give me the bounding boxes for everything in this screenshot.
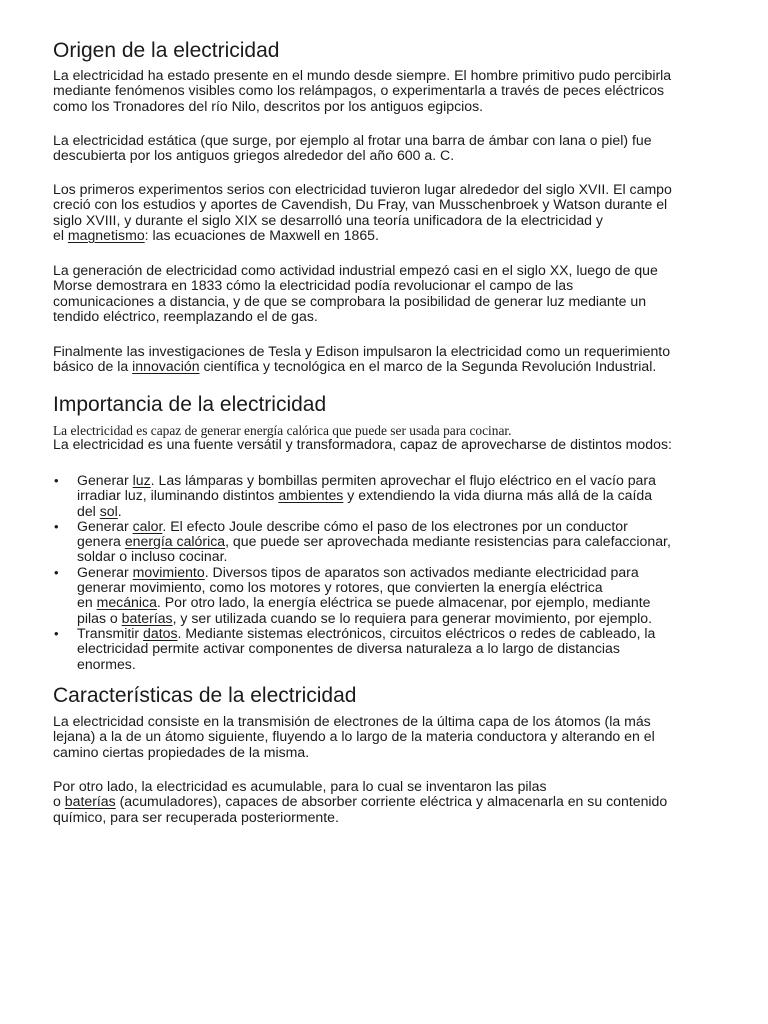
- text-line: químico, para ser recuperada posteriormente.: [53, 808, 339, 825]
- text-line: [53, 228, 733, 243]
- link-baterias[interactable]: baterías: [121, 609, 173, 626]
- paragraph-origen-2: [53, 133, 733, 164]
- link-energia-calorica[interactable]: energía calórica: [124, 533, 226, 550]
- text-line: electricidad permite activar componentes de diversa naturaleza a lo largo de distancias: [77, 640, 620, 657]
- bullet-list-usos: [53, 473, 733, 672]
- text-line: tendido eléctrico, reemplazando el de gas.: [53, 307, 318, 324]
- bullet-icon: •: [54, 625, 59, 641]
- caption-text: La electricidad es capaz de generar energía calórica que puede ser usada para cocinar.: [53, 423, 512, 438]
- text-line: La electricidad consiste en la transmisión de electrones de la última capa de los átomos (la más: [53, 713, 651, 729]
- text-fragment: .: [117, 502, 122, 519]
- text-line: La electricidad ha estado presente en el mundo desde siempre. El hombre primitivo pudo percibirla: [53, 67, 672, 83]
- link-sol[interactable]: sol: [99, 502, 118, 519]
- section-heading-caracteristicas: Características de la electricidad: [53, 684, 357, 707]
- link-calor[interactable]: calor: [132, 517, 163, 534]
- text-line: creció con los estudios y aportes de Cavendish, Du Fray, van Musschenbroek y Watson durante el: [53, 196, 668, 213]
- link-luz[interactable]: luz: [132, 472, 151, 488]
- text-fragment: el: [53, 226, 68, 243]
- text-line: La electricidad estática (que surge, por ejemplo al frotar una barra de ámbar con lana o piel) fue: [53, 132, 652, 148]
- text-fragment: irradiar luz, iluminando distintos: [77, 487, 279, 504]
- paragraph-origen-5: [53, 344, 733, 375]
- text-line: Morse demostrara en 1833 cómo la electricidad podía revolucionar el campo de las: [53, 277, 574, 294]
- list-item: [53, 626, 733, 672]
- link-ambientes[interactable]: ambientes: [278, 487, 344, 504]
- text-fragment: , y ser utilizada cuando se lo requiera para generar movimiento, por ejemplo.: [172, 609, 653, 626]
- paragraph-origen-1: [53, 68, 733, 114]
- text-line: [53, 794, 733, 809]
- link-magnetismo[interactable]: magnetismo: [67, 226, 145, 243]
- paragraph-importancia-intro: [53, 437, 733, 452]
- text-fragment: en: [77, 594, 97, 611]
- text-line: [77, 534, 733, 549]
- link-innovacion[interactable]: innovación: [132, 358, 200, 375]
- text-fragment: o: [53, 793, 65, 810]
- text-fragment: : las ecuaciones de Maxwell en 1865.: [144, 226, 379, 243]
- text-fragment: Transmitir: [77, 624, 144, 641]
- text-fragment: Generar: [77, 517, 133, 534]
- link-mecanica[interactable]: mecánica: [96, 594, 157, 611]
- text-line: [77, 519, 733, 534]
- text-fragment: pilas o: [77, 609, 122, 626]
- text-line: [77, 565, 733, 580]
- text-line: enormes.: [77, 655, 136, 672]
- text-line: Finalmente las investigaciones de Tesla y Edison impulsaron la electricidad como un requerimiento: [53, 343, 671, 359]
- text-line: lejana) a la de un átomo siguiente, fluyendo a lo largo de la materia conductora y alterando en el: [53, 728, 655, 745]
- text-line: comunicaciones a distancia, y de que se comprobara la posibilidad de generar luz mediante un: [53, 292, 647, 309]
- bullet-icon: •: [54, 473, 59, 488]
- text-fragment: científica y tecnológica en el marco de la Segunda Revolución Industrial.: [199, 358, 657, 375]
- link-movimiento[interactable]: movimiento: [132, 563, 205, 580]
- text-line: camino ciertas propiedades de la misma.: [53, 743, 310, 760]
- link-datos[interactable]: datos: [143, 624, 178, 641]
- text-fragment: Generar: [77, 563, 133, 580]
- paragraph-caracteristicas-2: [53, 779, 733, 825]
- text-fragment: . Por otro lado, la energía eléctrica se puede almacenar, por ejemplo, mediante: [156, 594, 651, 611]
- text-line: [77, 626, 733, 641]
- section-heading-importancia: Importancia de la electricidad: [53, 393, 327, 416]
- text-fragment: del: [77, 502, 100, 519]
- text-line: La electricidad es una fuente versátil y transformadora, capaz de aprovecharse de distintos modos:: [53, 436, 672, 452]
- text-fragment: y extendiendo la vida diurna más allá de la caída: [343, 487, 653, 504]
- text-fragment: (acumuladores), capaces de absorber corriente eléctrica y almacenarla en su contenido: [115, 793, 668, 810]
- text-fragment: . Mediante sistemas electrónicos, circuitos eléctricos o redes de cableado, la: [177, 624, 656, 641]
- paragraph-origen-3: [53, 182, 733, 243]
- text-line: Por otro lado, la electricidad es acumulable, para lo cual se inventaron las pilas: [53, 778, 547, 794]
- list-item: [53, 473, 733, 519]
- text-line: siglo XVIII, y durante el siglo XIX se desarrolló una teoría unificadora de la electricidad y: [53, 211, 603, 228]
- list-item: [53, 565, 733, 626]
- text-fragment: genera: [77, 533, 125, 550]
- paragraph-caracteristicas-1: [53, 714, 733, 760]
- text-line: soldar o incluso cocinar.: [77, 548, 228, 565]
- text-fragment: Generar: [77, 472, 133, 488]
- text-line: descubierta por los antiguos griegos alrededor del año 600 a. C.: [53, 147, 455, 164]
- text-line: generar movimiento, como los motores y rotores, que convierten la energía eléctrica: [77, 579, 603, 596]
- text-fragment: . Las lámparas y bombillas permiten aprovechar el flujo eléctrico en el vacío para: [150, 472, 656, 488]
- text-line: mediante fenómenos visibles como los relámpagos, o experimentarla a través de peces eléctricos: [53, 82, 665, 99]
- text-line: [77, 504, 733, 519]
- text-line: [77, 473, 733, 488]
- list-item: [53, 519, 733, 565]
- text-fragment: básico de la: [53, 358, 133, 375]
- text-line: como los Tronadores del río Nilo, descritos por los antiguos egipcios.: [53, 97, 484, 114]
- link-baterias-2[interactable]: baterías: [64, 793, 116, 810]
- text-line: [77, 611, 733, 626]
- bullet-icon: •: [54, 564, 59, 580]
- text-fragment: . El efecto Joule describe cómo el paso de los electrones por un conductor: [162, 517, 628, 534]
- text-line: [77, 595, 733, 610]
- section-heading-origen: Origen de la electricidad: [53, 39, 280, 62]
- bullet-icon: •: [54, 518, 59, 534]
- text-line: [77, 488, 733, 503]
- text-line: Los primeros experimentos serios con electricidad tuvieron lugar alrededor del siglo XVII. El campo: [53, 181, 672, 197]
- text-line: [53, 359, 733, 374]
- paragraph-origen-4: [53, 263, 733, 324]
- text-fragment: . Diversos tipos de aparatos son activados mediante electricidad para: [204, 563, 639, 580]
- text-fragment: , que puede ser aprovechada mediante resistencias para calefaccionar,: [225, 533, 671, 550]
- text-line: La generación de electricidad como actividad industrial empezó casi en el siglo XX, luego de que: [53, 262, 658, 278]
